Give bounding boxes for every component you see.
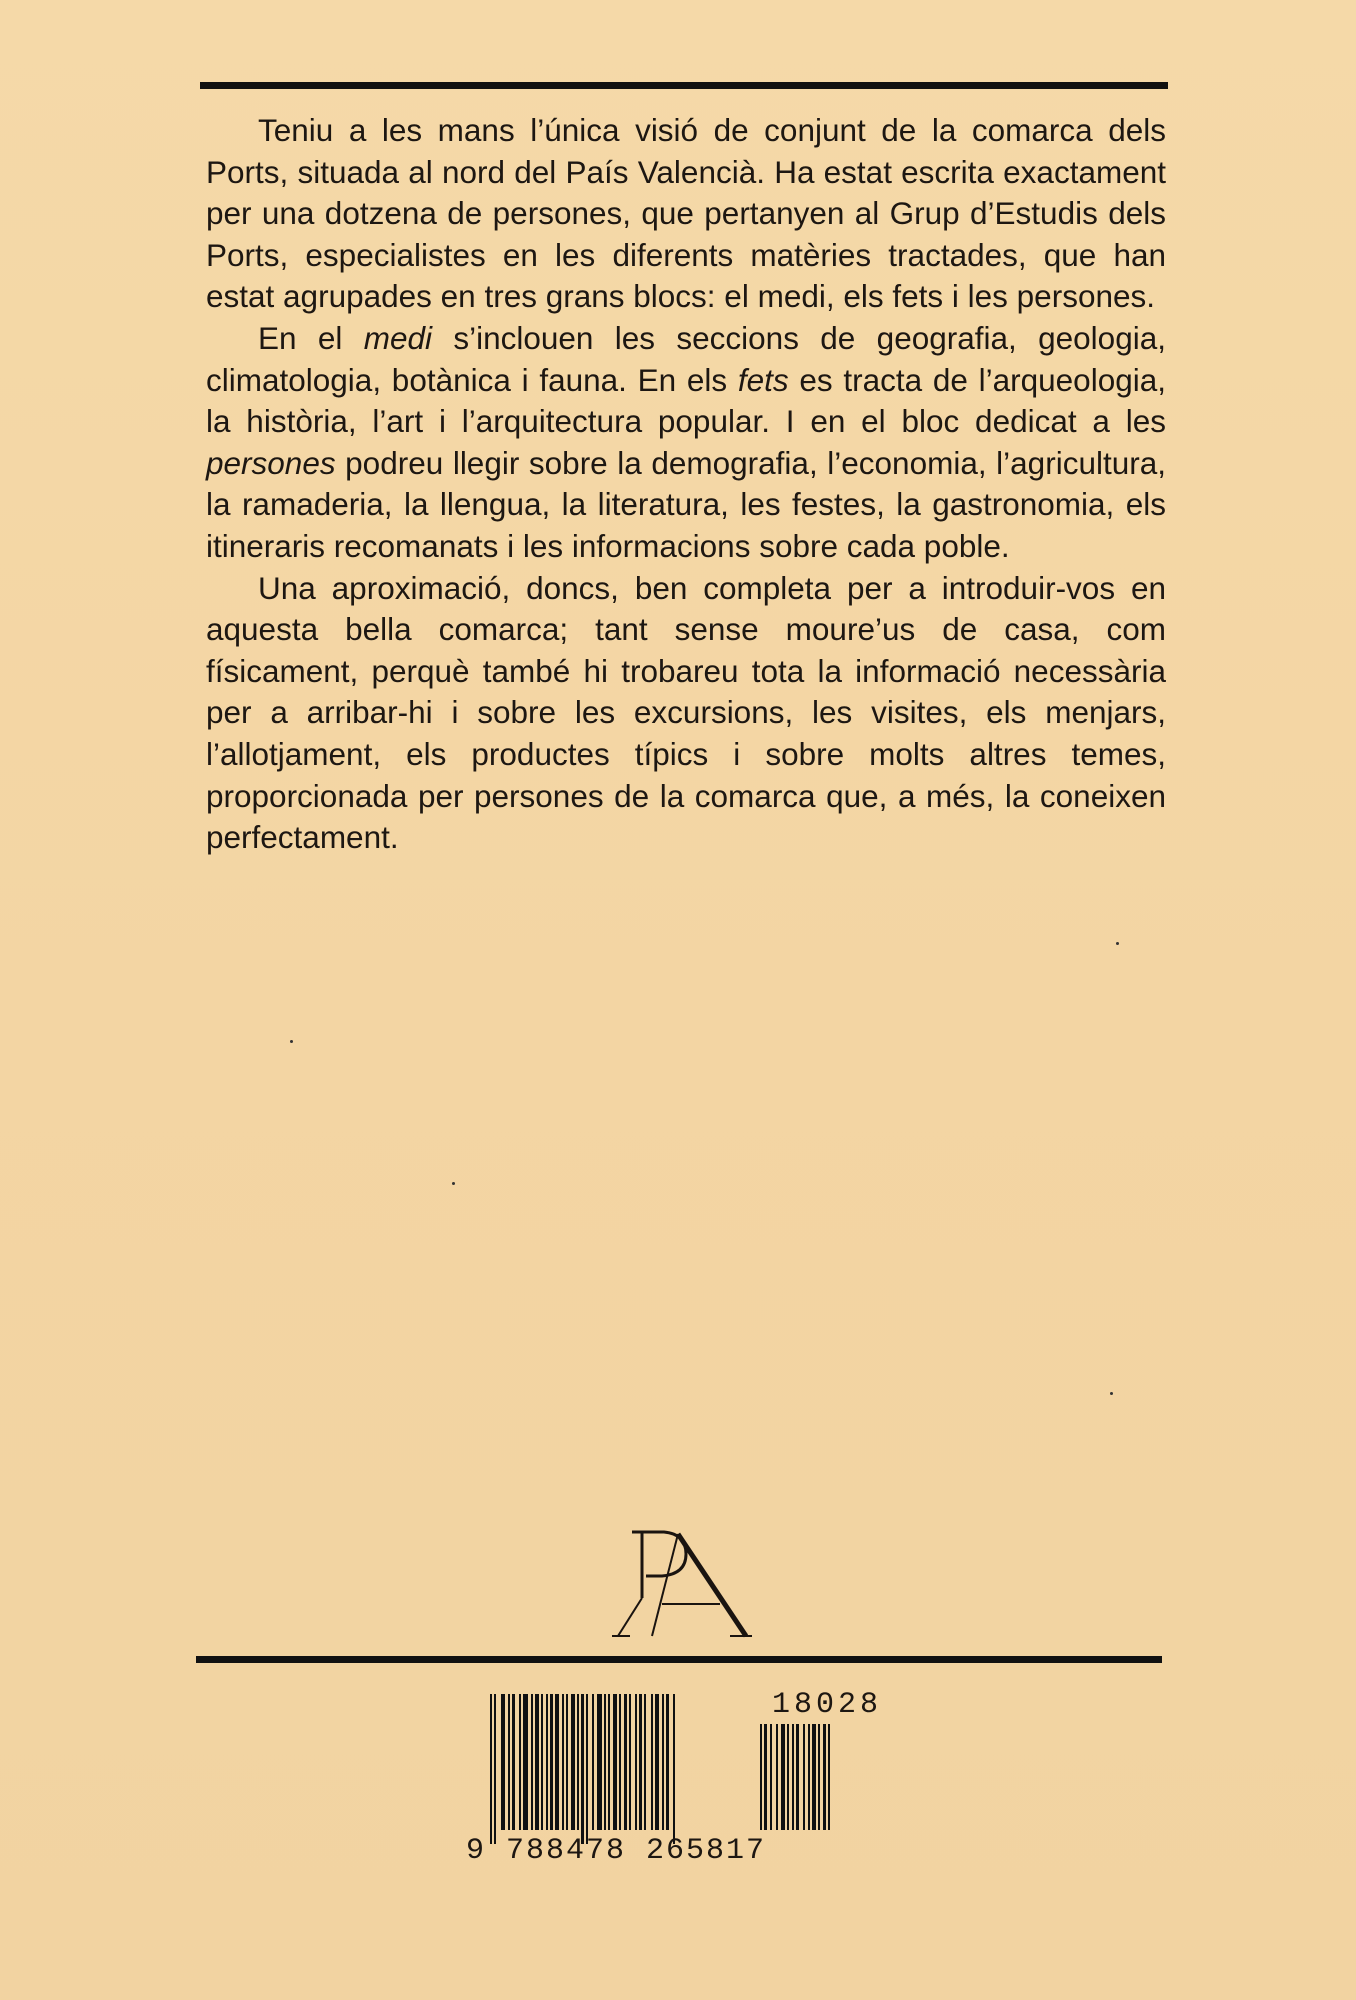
- addon-bars: [760, 1724, 858, 1844]
- barcode-bar: [581, 1694, 584, 1844]
- blurb-paragraph-2: En el medi s’inclouen les seccions de geografia, geologia, climatologia, botànica i fauna. En els fets es tracta de l’arqueologia, la història, l’art i l’arquitectura popular. I en el bloc dedicat a les persones podreu llegir sobre la demografia, l’economia, l’agricultura, la ramaderia, la llengua, la literatura, les festes, la gastronomia, els itineraris recomanats i les informacions sobre cada poble.: [206, 319, 1167, 564]
- barcode-bar: [796, 1724, 799, 1830]
- scan-speck: [452, 1182, 455, 1185]
- barcode-bar: [501, 1694, 505, 1830]
- scan-speck: [1110, 1392, 1113, 1395]
- barcode-bar: [639, 1694, 642, 1830]
- barcode-bar: [541, 1694, 543, 1830]
- barcode-bar: [546, 1694, 548, 1830]
- barcode-bar: [608, 1694, 610, 1830]
- barcode-bar: [613, 1694, 617, 1830]
- barcode-bar: [508, 1694, 510, 1830]
- barcode-bar: [764, 1724, 767, 1830]
- back-cover-blurb: [206, 110, 1166, 859]
- barcode-bar: [597, 1694, 602, 1830]
- emphasis-persones: persones: [206, 444, 336, 481]
- barcode-bar: [519, 1694, 521, 1830]
- barcode-bar: [592, 1694, 594, 1830]
- barcode-bar: [586, 1694, 588, 1844]
- barcode-bar: [535, 1694, 539, 1830]
- bottom-rule: [196, 1656, 1162, 1663]
- barcode-bar: [787, 1724, 789, 1830]
- barcode-bar: [531, 1694, 533, 1830]
- barcode-bar: [571, 1694, 575, 1830]
- barcode-bar: [550, 1694, 553, 1830]
- barcode-bar: [673, 1694, 675, 1844]
- barcode-bar: [490, 1694, 492, 1844]
- isbn-number: 9 788478 265817: [466, 1834, 767, 1868]
- barcode-bar: [635, 1694, 637, 1830]
- emphasis-medi: medi: [363, 319, 433, 356]
- barcode-bar: [803, 1724, 805, 1830]
- barcode-bar: [792, 1724, 794, 1830]
- blurb-paragraph-3: Una aproximació, doncs, ben completa per a introduir-vos en aquesta bella comarca; tant sense moure’us de casa, com físicament, perquè també hi trobareu tota la informació necessària per a arribar-hi i sobre les excursions, les visites, els menjars, l’allotjament, els productes típics i sobre molts altres temes, proporcionada per persones de la comarca que, a més, la coneixen perfectament.: [206, 569, 1166, 856]
- barcode-bar: [781, 1724, 785, 1830]
- barcode-bar: [619, 1694, 621, 1830]
- barcode-bar: [512, 1694, 515, 1830]
- barcode-bar: [666, 1694, 669, 1830]
- barcode-bar: [494, 1694, 496, 1844]
- barcode-bar: [629, 1694, 631, 1830]
- barcode-bar: [760, 1724, 762, 1830]
- barcode-bar: [562, 1694, 564, 1830]
- isbn-barcode: [466, 1688, 883, 1870]
- barcode-bar: [566, 1694, 568, 1830]
- publisher-monogram-icon: [612, 1528, 752, 1640]
- barcode-bar: [644, 1694, 646, 1830]
- barcode-bar: [776, 1724, 778, 1830]
- barcode-bar: [604, 1694, 606, 1830]
- barcode-bar: [662, 1694, 664, 1830]
- barcode-bar: [624, 1694, 627, 1830]
- barcode-bar: [577, 1694, 579, 1830]
- barcode-bar: [523, 1694, 528, 1830]
- barcode-bar: [823, 1724, 826, 1830]
- barcode-bar: [828, 1724, 830, 1830]
- barcode-bar: [651, 1694, 653, 1830]
- barcode-bar: [555, 1694, 559, 1830]
- blurb-paragraph-1: Teniu a les mans l’única visió de conjunt de la comarca dels Ports, situada al nord del País Valencià. Ha estat escrita exactament per una dotzena de persones, que pertanyen al Grup d’Estudis dels Ports, especialistes en les diferents matèries tractades, que han estat agrupades en tres grans blocs: el medi, els fets i les persones.: [206, 112, 1166, 315]
- barcode-bar: [770, 1724, 772, 1830]
- ean13-bars: [490, 1694, 730, 1844]
- barcode-bar: [818, 1724, 820, 1830]
- barcode-bar: [812, 1724, 816, 1830]
- scan-speck: [290, 1040, 293, 1043]
- barcode-bar: [808, 1724, 810, 1830]
- emphasis-fets: fets: [737, 361, 789, 398]
- barcode-bar: [655, 1694, 659, 1830]
- scan-speck: [1116, 942, 1119, 945]
- top-rule: [200, 82, 1168, 89]
- price-addon-code: 18028: [772, 1688, 883, 1722]
